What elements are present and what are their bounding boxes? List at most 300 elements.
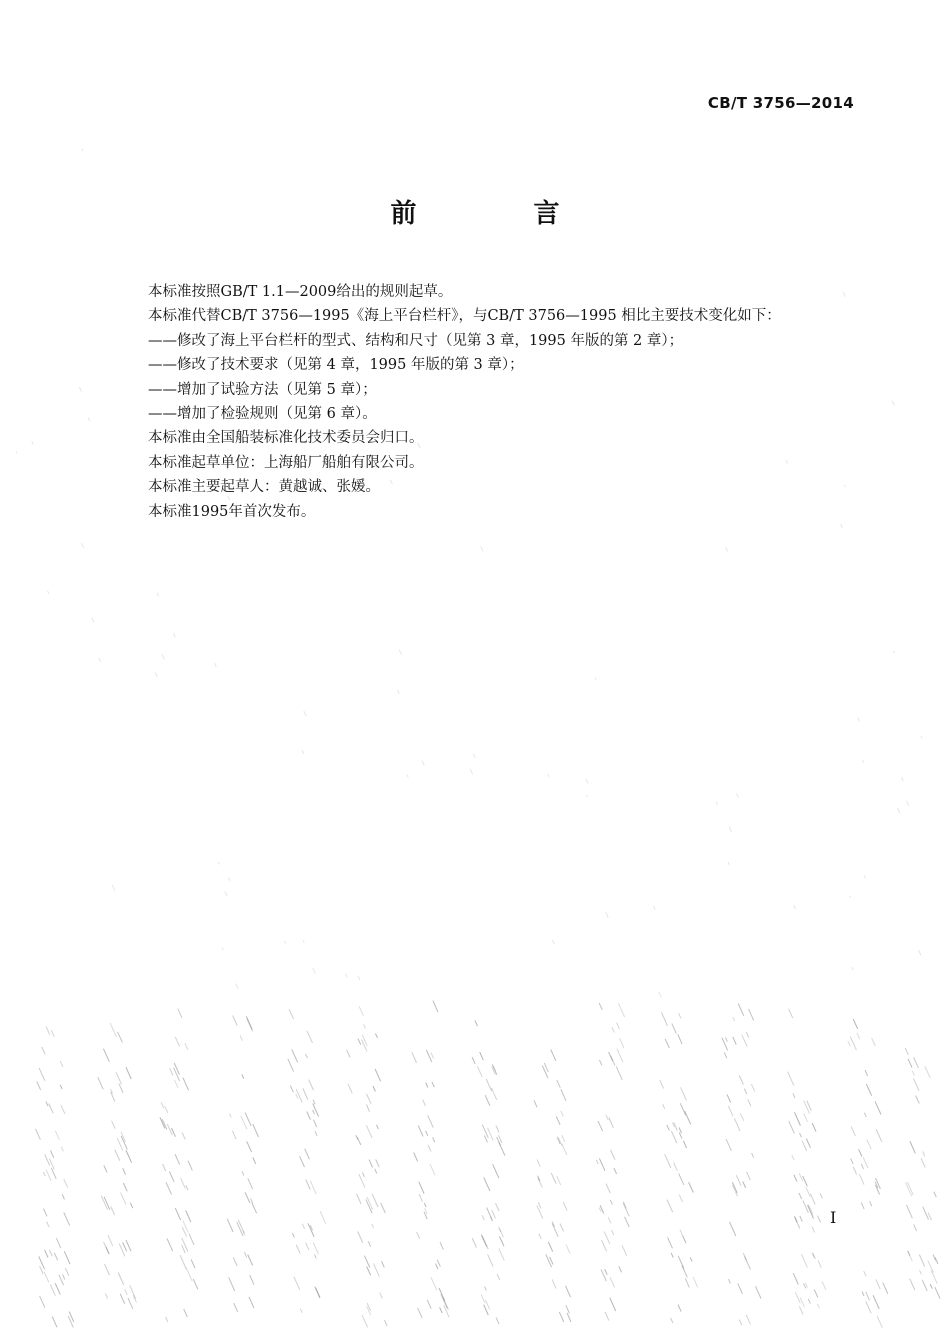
scan-noise-streak — [611, 1056, 615, 1066]
scan-noise-streak — [44, 1272, 49, 1283]
scan-noise-streak — [566, 1305, 570, 1313]
scan-noise-streak — [417, 1232, 420, 1239]
scan-noise-streak — [716, 802, 717, 805]
scan-noise-streak — [672, 1024, 677, 1034]
scan-noise-streak — [919, 950, 922, 956]
scan-noise-streak — [246, 1016, 252, 1029]
scan-noise-streak — [375, 1033, 377, 1038]
scan-noise-streak — [875, 1101, 881, 1114]
scan-noise-streak — [348, 1084, 352, 1094]
scan-noise-streak — [559, 1312, 564, 1322]
scan-noise-streak — [61, 1147, 63, 1151]
scan-noise-streak — [668, 1238, 673, 1249]
scan-noise-streak — [362, 1315, 368, 1328]
scan-noise-streak — [756, 1286, 762, 1298]
scan-noise-streak — [472, 1057, 475, 1064]
scan-noise-streak — [740, 1113, 744, 1121]
scan-noise-streak — [82, 149, 83, 151]
scan-noise-streak — [377, 1125, 379, 1129]
scan-noise-streak — [245, 1113, 251, 1126]
scan-noise-streak — [925, 1066, 930, 1078]
scan-noise-streak — [300, 1309, 302, 1313]
scan-noise-streak — [487, 1208, 493, 1221]
scan-noise-streak — [923, 1151, 925, 1156]
scan-noise-streak — [729, 827, 732, 833]
scan-noise-streak — [841, 524, 843, 528]
scan-noise-streak — [859, 1149, 862, 1156]
scan-noise-streak — [423, 1100, 426, 1106]
scan-noise-streak — [16, 451, 17, 453]
scan-noise-streak — [606, 912, 609, 918]
scan-noise-streak — [418, 1126, 423, 1137]
scan-noise-streak — [484, 1305, 489, 1315]
scan-noise-streak — [363, 1173, 365, 1177]
scan-noise-streak — [614, 1168, 617, 1174]
scan-noise-streak — [306, 1180, 310, 1190]
scan-noise-streak — [174, 1080, 178, 1088]
scan-noise-streak — [556, 1116, 560, 1124]
scan-noise-streak — [605, 1269, 608, 1275]
scan-noise-streak — [110, 1023, 116, 1037]
scan-noise-streak — [795, 1112, 801, 1125]
scan-noise-streak — [548, 774, 549, 777]
scan-noise-streak — [539, 1234, 541, 1239]
scan-noise-streak — [292, 1233, 294, 1237]
scan-noise-streak — [618, 1003, 624, 1017]
scan-noise-streak — [738, 1004, 744, 1016]
scan-noise-streak — [119, 1084, 123, 1093]
scan-noise-streak — [726, 547, 728, 551]
scan-noise-streak — [552, 1223, 558, 1236]
scan-noise-streak — [876, 1279, 881, 1289]
scan-noise-streak — [499, 1249, 504, 1261]
scan-noise-streak — [123, 1183, 127, 1191]
scan-noise-streak — [934, 1192, 937, 1198]
scan-noise-streak — [612, 1027, 615, 1033]
scan-noise-streak — [310, 1181, 316, 1195]
scan-noise-streak — [366, 1125, 372, 1138]
scan-noise-streak — [935, 1257, 938, 1264]
scan-noise-streak — [44, 1209, 48, 1217]
scan-noise-streak — [381, 1203, 386, 1213]
scan-noise-streak — [432, 1082, 434, 1087]
scan-noise-streak — [724, 1053, 727, 1059]
scan-noise-streak — [426, 1083, 428, 1088]
scan-noise-streak — [296, 1245, 300, 1254]
scan-noise-streak — [407, 775, 408, 778]
scan-noise-streak — [128, 1298, 133, 1309]
scan-noise-streak — [424, 1203, 426, 1207]
scan-noise-streak — [747, 1172, 751, 1180]
scan-noise-streak — [737, 793, 739, 797]
scan-noise-streak — [923, 1207, 929, 1220]
scan-noise-streak — [358, 1231, 363, 1242]
scan-noise-streak — [598, 1121, 603, 1131]
scan-noise-streak — [893, 651, 894, 653]
scan-noise-streak — [921, 1158, 925, 1167]
paragraph-drafters: 本标准主要起草人：黄越诚、张媛。 — [148, 479, 380, 496]
scan-noise-streak — [861, 1203, 864, 1210]
scan-noise-streak — [362, 1035, 367, 1046]
scan-noise-streak — [663, 1104, 665, 1109]
scan-noise-streak — [165, 1106, 168, 1113]
scan-noise-streak — [61, 1105, 65, 1114]
scan-noise-streak — [484, 1136, 487, 1143]
scan-noise-streak — [313, 1110, 315, 1114]
scan-noise-streak — [560, 1224, 564, 1232]
change-item-structure: ——修改了海上平台栏杆的型式、结构和尺寸（见第 3 章，1995 年版的第 2 章）； — [148, 332, 684, 349]
scan-noise-streak — [431, 1053, 434, 1059]
scan-noise-streak — [419, 1194, 422, 1202]
scan-noise-streak — [742, 1035, 748, 1047]
scan-noise-streak — [848, 1041, 850, 1046]
foreword-body — [148, 280, 848, 524]
scan-noise-streak — [623, 1203, 629, 1217]
scan-noise-streak — [497, 1274, 500, 1280]
scan-noise-streak — [604, 1232, 610, 1245]
scan-noise-streak — [562, 1135, 565, 1142]
scan-noise-streak — [912, 1071, 914, 1076]
scan-noise-streak — [161, 1102, 164, 1108]
scan-noise-streak — [913, 1078, 919, 1091]
scan-noise-streak — [183, 1078, 189, 1091]
scan-noise-streak — [743, 1253, 746, 1260]
scan-noise-streak — [307, 1112, 311, 1120]
scan-noise-streak — [369, 1160, 373, 1168]
scan-noise-streak — [565, 1286, 570, 1297]
scan-noise-streak — [475, 1021, 478, 1027]
scan-noise-streak — [111, 1207, 115, 1216]
scan-noise-streak — [746, 1032, 749, 1038]
paragraph-first-release: 本标准1995年首次发布。 — [148, 503, 316, 520]
scan-noise-streak — [551, 1173, 556, 1184]
scan-noise-streak — [859, 1174, 864, 1185]
scan-noise-streak — [315, 1287, 320, 1298]
paragraph-committee: 本标准由全国船装标准化技术委员会归口。 — [148, 430, 424, 447]
scan-noise-streak — [485, 1287, 487, 1291]
scan-noise-streak — [288, 1059, 294, 1072]
scan-noise-streak — [49, 1250, 52, 1256]
scan-noise-streak — [908, 1059, 912, 1068]
scan-noise-streak — [374, 1264, 380, 1277]
scan-noise-streak — [562, 1144, 567, 1155]
scan-noise-streak — [795, 1217, 797, 1222]
scan-noise-streak — [184, 1309, 188, 1317]
scan-noise-streak — [188, 1161, 192, 1171]
scan-noise-streak — [167, 1239, 173, 1252]
scan-noise-streak — [727, 1095, 731, 1103]
scan-noise-streak — [313, 1103, 319, 1116]
scan-noise-streak — [166, 1182, 172, 1194]
scan-noise-streak — [674, 1163, 678, 1171]
scan-noise-streak — [32, 442, 33, 445]
scan-noise-streak — [313, 968, 316, 974]
scan-noise-streak — [345, 973, 347, 977]
scan-noise-streak — [182, 1245, 186, 1253]
scan-noise-streak — [538, 1202, 541, 1208]
scan-noise-streak — [803, 1201, 809, 1213]
scan-noise-streak — [605, 1312, 609, 1321]
scan-noise-streak — [116, 1072, 121, 1084]
scan-noise-streak — [851, 1158, 854, 1164]
scan-noise-streak — [728, 1106, 733, 1116]
scan-noise-streak — [45, 1250, 49, 1258]
scan-noise-streak — [862, 1291, 864, 1296]
paragraph-replacement: 本标准代替CB/T 3756—1995《海上平台栏杆》，与CB/T 3756—1995 相比主要技术变化如下： — [148, 308, 781, 325]
scan-noise-streak — [738, 1283, 743, 1293]
scan-noise-streak — [313, 1243, 318, 1254]
scan-noise-streak — [748, 1099, 751, 1106]
scan-noise-streak — [617, 1023, 620, 1029]
scan-noise-streak — [873, 1295, 879, 1309]
scan-noise-streak — [36, 1129, 41, 1140]
scan-noise-streak — [42, 1047, 45, 1054]
scan-noise-streak — [793, 1093, 795, 1098]
standard-code: CB/T 3756—2014 — [707, 94, 854, 112]
scan-noise-streak — [472, 1238, 476, 1247]
scan-noise-streak — [51, 1030, 54, 1037]
scan-noise-streak — [563, 1202, 567, 1211]
scan-noise-streak — [818, 1260, 821, 1267]
scan-noise-streak — [182, 1133, 185, 1140]
scan-noise-streak — [910, 1141, 915, 1153]
scan-noise-streak — [229, 1113, 231, 1117]
scan-noise-streak — [625, 1217, 630, 1227]
scan-noise-streak — [690, 1257, 692, 1261]
scan-noise-streak — [68, 1316, 73, 1328]
scan-noise-streak — [215, 663, 217, 667]
scan-noise-streak — [121, 1193, 126, 1205]
scan-noise-streak — [689, 1182, 694, 1192]
scan-noise-streak — [852, 967, 853, 970]
scan-noise-streak — [433, 1001, 438, 1012]
scan-noise-streak — [118, 1032, 123, 1043]
scan-noise-streak — [120, 1294, 125, 1304]
scan-noise-streak — [54, 1253, 57, 1261]
scan-noise-streak — [305, 1149, 310, 1160]
scan-noise-streak — [366, 1105, 369, 1112]
scan-noise-streak — [39, 1068, 45, 1081]
scan-noise-streak — [481, 1295, 485, 1304]
scan-noise-streak — [682, 1265, 687, 1277]
scan-noise-streak — [678, 1034, 682, 1044]
scan-noise-streak — [492, 1210, 496, 1219]
scan-noise-streak — [181, 1178, 186, 1188]
scan-noise-streak — [478, 1067, 483, 1078]
scan-noise-streak — [799, 1306, 803, 1314]
scan-noise-streak — [898, 808, 900, 813]
scan-noise-streak — [850, 1036, 856, 1050]
scan-noise-streak — [433, 1137, 435, 1142]
scan-noise-streak — [883, 1283, 888, 1294]
scan-noise-streak — [123, 1168, 126, 1175]
scan-noise-streak — [46, 1101, 48, 1106]
scan-noise-streak — [247, 1141, 252, 1152]
scan-noise-streak — [307, 1031, 313, 1043]
scan-noise-streak — [126, 1067, 131, 1079]
scan-noise-streak — [440, 1307, 443, 1313]
scan-noise-streak — [64, 1213, 70, 1226]
scan-noise-streak — [930, 1284, 932, 1289]
scan-noise-streak — [799, 1174, 803, 1182]
scan-noise-streak — [399, 650, 401, 655]
scan-noise-streak — [304, 711, 306, 716]
scan-noise-streak — [174, 1068, 180, 1081]
scan-noise-streak — [812, 1227, 815, 1233]
scan-noise-streak — [496, 1317, 499, 1324]
scan-noise-streak — [863, 1157, 868, 1168]
scan-noise-streak — [314, 1120, 317, 1127]
scan-noise-streak — [537, 1205, 543, 1218]
scan-noise-streak — [665, 1154, 671, 1168]
scan-noise-streak — [667, 1200, 673, 1213]
scan-noise-streak — [610, 1200, 612, 1205]
scan-noise-streak — [64, 1251, 70, 1264]
scan-noise-streak — [185, 1043, 188, 1050]
scan-noise-streak — [679, 1174, 684, 1186]
scan-noise-streak — [620, 1038, 624, 1048]
scan-noise-streak — [679, 1127, 682, 1133]
scan-noise-streak — [88, 418, 90, 421]
scan-noise-streak — [175, 1154, 180, 1164]
scan-noise-streak — [499, 1142, 505, 1156]
scan-noise-streak — [347, 1050, 351, 1058]
scan-noise-streak — [46, 1169, 51, 1181]
scan-noise-streak — [249, 1297, 254, 1308]
scan-noise-streak — [358, 1039, 361, 1045]
scan-noise-streak — [730, 1222, 736, 1236]
scan-noise-streak — [294, 1277, 300, 1290]
scan-noise-streak — [800, 1216, 803, 1222]
scan-noise-streak — [679, 1133, 682, 1139]
scan-noise-streak — [422, 761, 424, 766]
scan-noise-streak — [104, 1165, 107, 1172]
scan-noise-streak — [315, 1254, 317, 1258]
scan-noise-streak — [567, 1313, 571, 1322]
scan-noise-streak — [804, 1113, 808, 1122]
scan-noise-streak — [98, 1077, 103, 1089]
scan-noise-streak — [309, 1080, 314, 1091]
scan-noise-streak — [660, 1080, 664, 1088]
scan-noise-streak — [186, 1185, 188, 1190]
scan-noise-streak — [418, 1308, 423, 1318]
scan-noise-streak — [733, 1037, 736, 1045]
scan-noise-streak — [186, 1268, 192, 1282]
scan-noise-streak — [193, 1279, 198, 1289]
scan-noise-streak — [679, 1013, 681, 1018]
scan-noise-streak — [496, 1203, 500, 1211]
scan-noise-streak — [126, 1150, 132, 1162]
scan-noise-streak — [557, 1176, 561, 1185]
scan-noise-streak — [910, 1279, 915, 1290]
scan-noise-streak — [372, 1224, 374, 1228]
scan-noise-streak — [920, 1270, 922, 1274]
scan-noise-streak — [380, 1293, 383, 1299]
scan-noise-streak — [315, 1131, 317, 1136]
scan-noise-streak — [877, 1316, 882, 1328]
scan-noise-streak — [736, 1175, 741, 1186]
scan-noise-streak — [232, 1131, 236, 1139]
scan-noise-streak — [419, 1182, 424, 1194]
scan-noise-streak — [611, 1150, 616, 1160]
scan-noise-streak — [488, 1254, 493, 1266]
scan-noise-streak — [303, 940, 304, 942]
scan-noise-streak — [56, 1238, 61, 1248]
scan-noise-streak — [105, 1264, 110, 1275]
scan-noise-streak — [248, 1255, 253, 1266]
scan-noise-streak — [795, 1292, 800, 1303]
scan-noise-streak — [480, 1052, 484, 1060]
scan-noise-streak — [81, 543, 83, 548]
scan-noise-streak — [726, 1139, 731, 1151]
scan-noise-streak — [804, 1101, 810, 1114]
scan-noise-streak — [872, 1038, 876, 1046]
scan-noise-streak — [428, 1115, 434, 1127]
scan-noise-streak — [427, 1300, 431, 1309]
scan-noise-streak — [595, 678, 596, 680]
scan-noise-streak — [162, 654, 164, 659]
scan-noise-streak — [552, 1279, 556, 1288]
scan-noise-streak — [40, 1296, 45, 1308]
scan-noise-streak — [850, 896, 851, 898]
scan-noise-streak — [725, 1037, 727, 1041]
scan-noise-streak — [542, 1066, 548, 1078]
scan-noise-streak — [857, 1033, 860, 1039]
scan-noise-streak — [178, 1009, 182, 1018]
scan-noise-streak — [125, 1289, 128, 1295]
scan-noise-streak — [191, 1259, 195, 1268]
scan-noise-streak — [792, 1155, 794, 1160]
scan-noise-streak — [112, 1121, 116, 1129]
scan-noise-streak — [680, 1103, 685, 1115]
scan-noise-streak — [921, 736, 922, 738]
scan-noise-streak — [491, 1088, 496, 1100]
scan-noise-streak — [167, 1124, 172, 1135]
scan-noise-streak — [864, 876, 865, 879]
scan-noise-streak — [659, 992, 662, 998]
scan-noise-streak — [362, 1040, 368, 1052]
scan-noise-streak — [794, 1175, 797, 1182]
scan-noise-streak — [739, 1076, 743, 1085]
scan-noise-streak — [103, 1049, 109, 1062]
scan-noise-streak — [375, 1069, 381, 1081]
scan-noise-streak — [616, 1066, 622, 1080]
scan-noise-streak — [803, 1176, 808, 1186]
scan-noise-streak — [600, 1205, 604, 1213]
scan-noise-streak — [671, 1131, 677, 1143]
scan-noise-streak — [49, 1159, 54, 1170]
scan-noise-streak — [115, 1150, 120, 1161]
scan-noise-streak — [902, 778, 904, 782]
scan-noise-streak — [800, 1298, 804, 1308]
scan-noise-streak — [182, 1238, 188, 1252]
scan-noise-streak — [130, 1285, 136, 1299]
scan-noise-streak — [47, 1222, 50, 1228]
scan-noise-streak — [229, 1277, 235, 1291]
scan-noise-streak — [169, 1172, 174, 1182]
scan-noise-streak — [561, 1111, 564, 1117]
scan-noise-streak — [189, 1234, 194, 1245]
scan-noise-streak — [367, 1094, 372, 1104]
scan-noise-streak — [905, 1048, 908, 1055]
scan-noise-streak — [368, 1241, 371, 1247]
change-item-inspection-rules: ——增加了检验规则（见第 6 章）。 — [148, 406, 377, 423]
scan-noise-streak — [914, 1057, 919, 1068]
scan-noise-streak — [853, 1167, 856, 1175]
scan-noise-streak — [752, 1153, 754, 1158]
scan-noise-streak — [222, 948, 223, 950]
scan-noise-streak — [481, 1235, 486, 1247]
